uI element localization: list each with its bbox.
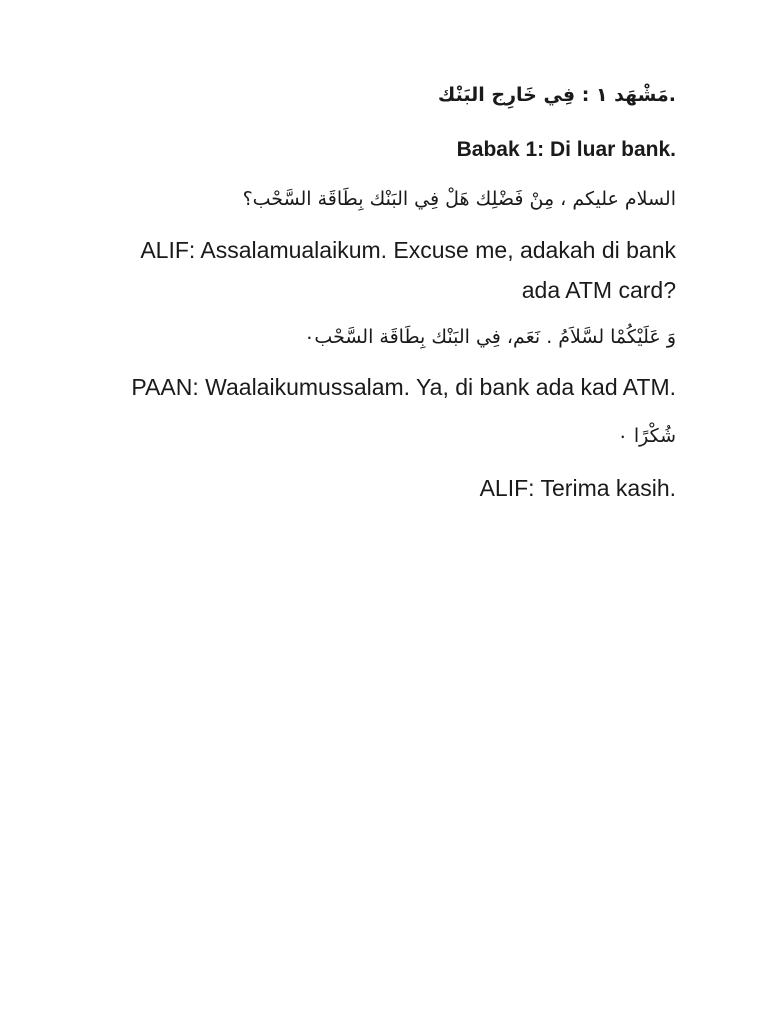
dialogue-3-latin: ALIF: Terima kasih. bbox=[479, 475, 676, 501]
dialogue-2-arabic: وَ عَلَيْكُمْا لسَّلاَمُ . نَعَم، فِي البَنْك بِطَاقَة السَّحْب۰ bbox=[304, 326, 676, 348]
scene-title-arabic: .مَشْهَد ١ : فِي خَارِج البَنْك bbox=[437, 84, 676, 106]
dialogue-3-arabic: شُكْرًا ۰ bbox=[617, 425, 676, 447]
dialogue-1-latin-line-1: ALIF: Assalamualaikum. Excuse me, adakah di bank bbox=[140, 237, 676, 263]
dialogue-1-latin bbox=[140, 230, 676, 310]
dialogue-1-latin-line-2: ada ATM card? bbox=[521, 277, 676, 303]
scene-title-malay: Babak 1: Di luar bank. bbox=[456, 138, 676, 161]
dialogue-2-latin: PAAN: Waalaikumussalam. Ya, di bank ada kad ATM. bbox=[131, 374, 676, 400]
dialogue-1-arabic: السلام عليكم ، مِنْ فَضْلِك هَلْ فِي البَنْك بِطَاقَة السَّحْب؟ bbox=[242, 188, 676, 210]
